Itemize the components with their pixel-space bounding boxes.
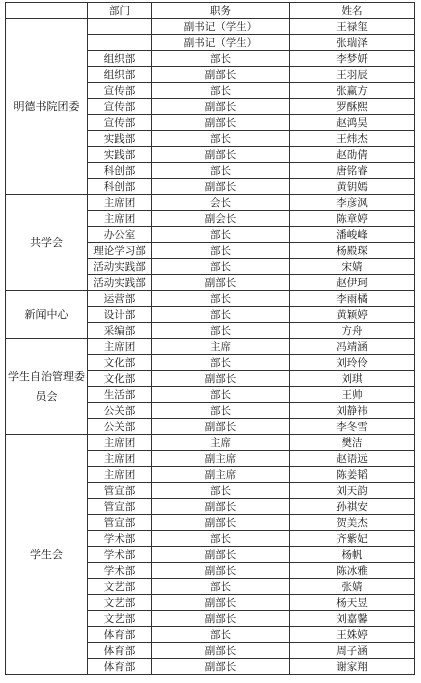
role-cell: 部长 [152, 163, 290, 179]
role-cell: 部长 [152, 243, 290, 259]
dept-cell: 设计部 [88, 307, 152, 323]
dept-cell: 体育部 [88, 659, 152, 675]
role-cell: 部长 [152, 627, 290, 643]
name-cell: 谢家翔 [290, 659, 415, 675]
header-row [6, 3, 415, 19]
name-cell: 黄钥嫣 [290, 179, 415, 195]
role-cell: 副部长 [152, 67, 290, 83]
role-cell: 部长 [152, 355, 290, 371]
role-cell: 副部长 [152, 563, 290, 579]
dept-cell: 公关部 [88, 403, 152, 419]
dept-cell: 管宣部 [88, 483, 152, 499]
dept-cell: 采编部 [88, 323, 152, 339]
role-cell: 部长 [152, 531, 290, 547]
dept-cell: 体育部 [88, 627, 152, 643]
dept-cell: 文艺部 [88, 579, 152, 595]
role-cell: 副部长 [152, 115, 290, 131]
role-cell: 会长 [152, 195, 290, 211]
dept-cell: 文艺部 [88, 595, 152, 611]
dept-cell: 主席团 [88, 435, 152, 451]
dept-cell: 活动实践部 [88, 275, 152, 291]
dept-cell: 管宣部 [88, 515, 152, 531]
name-cell: 张瑞泽 [290, 35, 415, 51]
role-cell: 主席 [152, 435, 290, 451]
dept-cell: 实践部 [88, 131, 152, 147]
table-row [6, 195, 415, 211]
dept-cell: 学术部 [88, 531, 152, 547]
name-cell: 宋婧 [290, 259, 415, 275]
role-cell: 副部长 [152, 419, 290, 435]
dept-cell: 主席团 [88, 195, 152, 211]
roster-table [5, 2, 415, 675]
table-row [6, 19, 415, 35]
role-cell: 部长 [152, 83, 290, 99]
dept-cell: 主席团 [88, 467, 152, 483]
dept-cell: 办公室 [88, 227, 152, 243]
role-cell: 副部长 [152, 643, 290, 659]
role-cell: 副书记（学生） [152, 35, 290, 51]
role-cell: 副部长 [152, 147, 290, 163]
header-org [6, 3, 88, 19]
dept-cell: 实践部 [88, 147, 152, 163]
dept-cell [88, 35, 152, 51]
name-cell: 罗酥熙 [290, 99, 415, 115]
role-cell: 副部长 [152, 659, 290, 675]
dept-cell: 理论学习部 [88, 243, 152, 259]
name-cell: 张婧 [290, 579, 415, 595]
dept-cell [88, 19, 152, 35]
name-cell: 刘静祎 [290, 403, 415, 419]
dept-cell: 组织部 [88, 51, 152, 67]
dept-cell: 文化部 [88, 355, 152, 371]
role-cell: 主席 [152, 339, 290, 355]
role-cell: 副部长 [152, 515, 290, 531]
role-cell: 部长 [152, 323, 290, 339]
role-cell: 部长 [152, 291, 290, 307]
name-cell: 李彦沨 [290, 195, 415, 211]
header-role: 职务 [152, 3, 290, 19]
dept-cell: 运营部 [88, 291, 152, 307]
role-cell: 部长 [152, 307, 290, 323]
role-cell: 副部长 [152, 275, 290, 291]
name-cell: 杨殿琛 [290, 243, 415, 259]
org-cell: 明德书院团委 [6, 19, 88, 195]
name-cell: 张赢方 [290, 83, 415, 99]
name-cell: 王姝婷 [290, 627, 415, 643]
name-cell: 李梦妍 [290, 51, 415, 67]
dept-cell: 宣传部 [88, 115, 152, 131]
role-cell: 部长 [152, 387, 290, 403]
name-cell: 刘天韵 [290, 483, 415, 499]
role-cell: 部长 [152, 483, 290, 499]
name-cell: 王禄玺 [290, 19, 415, 35]
name-cell: 刘玲伶 [290, 355, 415, 371]
name-cell: 樊洁 [290, 435, 415, 451]
name-cell: 杨帆 [290, 547, 415, 563]
role-cell: 副部长 [152, 499, 290, 515]
table-row [6, 291, 415, 307]
name-cell: 赵鸿昊 [290, 115, 415, 131]
name-cell: 李雨橘 [290, 291, 415, 307]
role-cell: 副部长 [152, 99, 290, 115]
dept-cell: 公关部 [88, 419, 152, 435]
name-cell: 唐铭睿 [290, 163, 415, 179]
role-cell: 副部长 [152, 611, 290, 627]
name-cell: 李冬雪 [290, 419, 415, 435]
roster-body [6, 3, 415, 675]
role-cell: 部长 [152, 403, 290, 419]
name-cell: 赵伊珂 [290, 275, 415, 291]
dept-cell: 宣传部 [88, 99, 152, 115]
header-name: 姓名 [290, 3, 415, 19]
role-cell: 副部长 [152, 179, 290, 195]
name-cell: 杨天昱 [290, 595, 415, 611]
org-cell: 共学会 [6, 195, 88, 291]
dept-cell: 活动实践部 [88, 259, 152, 275]
name-cell: 潘峻峰 [290, 227, 415, 243]
role-cell: 副部长 [152, 371, 290, 387]
name-cell: 王羽辰 [290, 67, 415, 83]
name-cell: 陈章婷 [290, 211, 415, 227]
name-cell: 冯靖涵 [290, 339, 415, 355]
dept-cell: 体育部 [88, 643, 152, 659]
org-cell: 新闻中心 [6, 291, 88, 339]
name-cell: 陈姜韬 [290, 467, 415, 483]
role-cell: 副部长 [152, 547, 290, 563]
dept-cell: 学术部 [88, 563, 152, 579]
name-cell: 刘嘉馨 [290, 611, 415, 627]
name-cell: 陈冰雅 [290, 563, 415, 579]
dept-cell: 学术部 [88, 547, 152, 563]
dept-cell: 宣传部 [88, 83, 152, 99]
table-row [6, 339, 415, 355]
role-cell: 副部长 [152, 595, 290, 611]
header-dept: 部门 [88, 3, 152, 19]
dept-cell: 生活部 [88, 387, 152, 403]
dept-cell: 文艺部 [88, 611, 152, 627]
role-cell: 部长 [152, 131, 290, 147]
dept-cell: 组织部 [88, 67, 152, 83]
name-cell: 赵劭倩 [290, 147, 415, 163]
dept-cell: 科创部 [88, 179, 152, 195]
dept-cell: 主席团 [88, 211, 152, 227]
dept-cell: 主席团 [88, 339, 152, 355]
role-cell: 副主席 [152, 467, 290, 483]
org-cell: 学生自治管理委员会 [6, 339, 88, 435]
role-cell: 副书记（学生） [152, 19, 290, 35]
org-cell: 学生会 [6, 435, 88, 675]
name-cell: 刘琪 [290, 371, 415, 387]
role-cell: 部长 [152, 227, 290, 243]
dept-cell: 科创部 [88, 163, 152, 179]
dept-cell: 管宣部 [88, 499, 152, 515]
dept-cell: 主席团 [88, 451, 152, 467]
name-cell: 赵语远 [290, 451, 415, 467]
table-row [6, 435, 415, 451]
name-cell: 周子涵 [290, 643, 415, 659]
dept-cell: 文化部 [88, 371, 152, 387]
name-cell: 王帅 [290, 387, 415, 403]
role-cell: 副主席 [152, 451, 290, 467]
name-cell: 王炜杰 [290, 131, 415, 147]
name-cell: 齐紫妃 [290, 531, 415, 547]
role-cell: 副会长 [152, 211, 290, 227]
name-cell: 贺美杰 [290, 515, 415, 531]
name-cell: 孙祺安 [290, 499, 415, 515]
role-cell: 部长 [152, 259, 290, 275]
role-cell: 部长 [152, 51, 290, 67]
role-cell: 部长 [152, 579, 290, 595]
name-cell: 方舟 [290, 323, 415, 339]
name-cell: 黄颖婷 [290, 307, 415, 323]
